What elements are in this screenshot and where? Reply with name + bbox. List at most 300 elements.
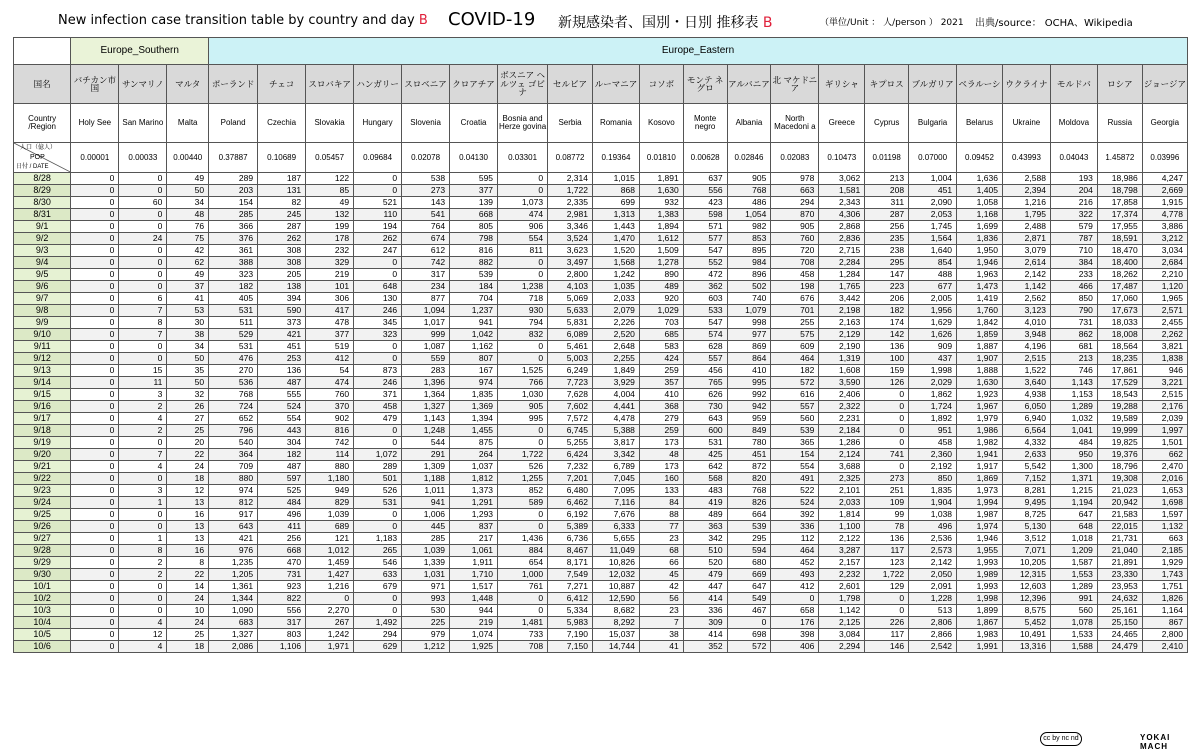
value-cell: 654 [498,557,548,569]
value-cell: 2,255 [592,353,639,365]
value-cell: 520 [683,557,727,569]
value-cell: 2,163 [819,317,865,329]
value-cell: 2,868 [819,221,865,233]
value-cell: 946 [1142,365,1187,377]
value-cell: 849 [727,425,771,437]
value-cell: 1,405 [957,185,1003,197]
value-cell: 136 [865,533,909,545]
value-cell: 1,991 [957,641,1003,653]
country-jp-cell: チェコ [258,65,306,104]
value-cell: 131 [258,185,306,197]
value-cell: 13 [167,521,209,533]
value-cell: 1,520 [592,245,639,257]
value-cell: 2,573 [909,545,957,557]
table-row [14,413,1188,425]
population-cell: 0.07000 [909,143,957,173]
value-cell: 1,006 [402,509,450,521]
value-cell: 1,443 [592,221,639,233]
value-cell: 285 [209,209,258,221]
value-cell: 0 [71,317,119,329]
value-cell: 5,389 [548,521,593,533]
country-jp-cell: ギリシャ [819,65,865,104]
population-cell: 0.00440 [167,143,209,173]
value-cell: 193 [1050,173,1097,185]
date-cell: 9/22 [14,473,71,485]
value-cell: 194 [354,221,402,233]
value-cell: 198 [771,281,819,293]
value-cell: 25,150 [1097,617,1142,629]
population-cell: 0.02078 [402,143,450,173]
value-cell: 491 [771,473,819,485]
value-cell: 2,142 [1002,269,1050,281]
value-cell: 1,894 [639,221,683,233]
value-cell: 3,342 [592,449,639,461]
value-cell: 2,176 [1142,401,1187,413]
value-cell: 571 [683,221,727,233]
value-cell: 23 [639,605,683,617]
value-cell: 1,361 [209,581,258,593]
value-cell: 130 [354,293,402,305]
value-cell: 117 [865,629,909,641]
value-cell: 0 [865,401,909,413]
value-cell: 917 [209,509,258,521]
value-cell: 0 [119,473,167,485]
value-cell: 1,899 [957,605,1003,617]
value-cell: 77 [639,521,683,533]
value-cell: 199 [306,221,354,233]
value-cell: 143 [402,197,450,209]
value-cell: 219 [450,617,498,629]
value-cell: 323 [354,329,402,341]
value-cell: 256 [258,533,306,545]
value-cell: 411 [258,521,306,533]
value-cell: 484 [258,497,306,509]
date-cell: 9/19 [14,437,71,449]
value-cell: 995 [498,413,548,425]
value-cell: 417 [306,305,354,317]
value-cell: 159 [865,365,909,377]
value-cell: 289 [354,461,402,473]
value-cell: 1,946 [957,257,1003,269]
date-cell: 9/11 [14,341,71,353]
value-cell: 2,325 [819,473,865,485]
value-cell: 853 [727,233,771,245]
value-cell: 5,255 [548,437,593,449]
value-cell: 7 [639,617,683,629]
value-cell: 760 [306,389,354,401]
value-cell: 974 [209,485,258,497]
table-row [14,233,1188,245]
value-cell: 733 [498,629,548,641]
value-cell: 173 [639,461,683,473]
value-cell: 7,152 [1002,473,1050,485]
value-cell: 478 [306,317,354,329]
value-cell: 17,060 [1097,293,1142,305]
country-en-label: Country /Region [14,104,71,143]
value-cell: 1,722 [865,569,909,581]
value-cell: 18 [167,473,209,485]
value-cell: 304 [258,437,306,449]
value-cell: 521 [354,197,402,209]
date-cell: 10/5 [14,629,71,641]
value-cell: 0 [119,509,167,521]
country-jp-cell: モルドバ [1050,65,1097,104]
value-cell: 3,221 [1142,377,1187,389]
value-cell: 905 [727,173,771,185]
value-cell: 594 [727,545,771,557]
value-cell: 807 [450,353,498,365]
title-english-text: New infection case transition table by country and day [58,13,415,28]
value-cell: 18,564 [1097,341,1142,353]
value-cell: 445 [402,521,450,533]
value-cell: 0 [354,173,402,185]
value-cell: 6,564 [1002,425,1050,437]
value-cell: 75 [167,233,209,245]
value-cell: 0 [771,593,819,605]
value-cell: 4,778 [1142,209,1187,221]
table-row [14,377,1188,389]
country-en-cell: Poland [209,104,258,143]
value-cell: 49 [167,173,209,185]
value-cell: 820 [727,473,771,485]
value-cell: 530 [402,605,450,617]
value-cell: 62 [167,257,209,269]
value-cell: 246 [354,305,402,317]
value-cell: 464 [771,353,819,365]
value-cell: 1,525 [498,365,548,377]
value-cell: 1,745 [909,221,957,233]
table-row [14,485,1188,497]
value-cell: 273 [865,473,909,485]
value-cell: 18,986 [1097,173,1142,185]
value-cell: 1,459 [306,557,354,569]
title-japanese [558,12,773,32]
value-cell: 2,185 [1142,545,1187,557]
value-cell: 0 [71,305,119,317]
value-cell: 419 [683,497,727,509]
value-cell: 12,396 [1002,593,1050,605]
value-cell: 234 [402,281,450,293]
value-cell: 0 [498,173,548,185]
value-cell: 5,542 [1002,461,1050,473]
value-cell: 633 [354,569,402,581]
value-cell: 2,016 [1142,473,1187,485]
value-cell: 976 [209,545,258,557]
value-cell: 1,143 [1050,377,1097,389]
value-cell: 13 [167,533,209,545]
value-cell: 501 [354,473,402,485]
value-cell: 1,925 [450,641,498,653]
value-cell: 0 [354,257,402,269]
value-cell: 443 [258,425,306,437]
value-cell: 998 [727,317,771,329]
value-cell: 486 [727,197,771,209]
value-cell: 0 [71,521,119,533]
value-cell: 2,086 [209,641,258,653]
value-cell: 18,262 [1097,269,1142,281]
value-cell: 1,630 [957,377,1003,389]
value-cell: 377 [306,329,354,341]
value-cell: 8 [167,557,209,569]
table-row [14,185,1188,197]
value-cell: 531 [354,497,402,509]
value-cell: 289 [209,173,258,185]
value-cell: 50 [167,377,209,389]
value-cell: 0 [354,593,402,605]
table-row [14,437,1188,449]
value-cell: 0 [498,509,548,521]
value-cell: 1,842 [957,317,1003,329]
value-cell: 629 [354,641,402,653]
value-cell: 357 [639,377,683,389]
value-cell: 1,835 [909,485,957,497]
value-cell: 718 [498,293,548,305]
value-cell: 487 [258,377,306,389]
value-cell: 1,278 [639,257,683,269]
value-cell: 1,568 [592,257,639,269]
table-row [14,545,1188,557]
value-cell: 287 [865,209,909,221]
value-cell: 544 [402,437,450,449]
value-cell: 2 [119,557,167,569]
value-cell: 0 [498,353,548,365]
value-cell: 681 [1050,341,1097,353]
table-row [14,341,1188,353]
value-cell: 1,029 [639,305,683,317]
value-cell: 529 [209,329,258,341]
population-cell: 0.01198 [865,143,909,173]
country-en-cell: Ukraine [1002,104,1050,143]
table-row [14,521,1188,533]
value-cell: 554 [258,413,306,425]
country-jp-cell: ポーランド [209,65,258,104]
value-cell: 574 [683,329,727,341]
value-cell: 6,089 [548,329,593,341]
value-cell: 1,979 [957,413,1003,425]
value-cell: 253 [258,353,306,365]
value-cell: 16 [167,545,209,557]
value-cell: 336 [683,605,727,617]
value-cell: 780 [727,437,771,449]
title-unit [820,15,964,28]
date-cell: 8/29 [14,185,71,197]
date-cell: 9/8 [14,305,71,317]
value-cell: 510 [683,545,727,557]
value-cell: 6,940 [1002,413,1050,425]
value-cell: 0 [498,437,548,449]
value-cell: 1,164 [1142,605,1187,617]
value-cell: 424 [639,353,683,365]
value-cell: 539 [771,425,819,437]
value-cell: 363 [683,521,727,533]
value-cell: 84 [639,497,683,509]
country-jp-cell: ロシア [1097,65,1142,104]
value-cell: 1,998 [909,365,957,377]
value-cell: 0 [354,353,402,365]
value-cell: 1,812 [450,473,498,485]
value-cell: 0 [119,173,167,185]
value-cell: 942 [727,401,771,413]
value-cell: 0 [119,209,167,221]
value-cell: 1,887 [957,341,1003,353]
value-cell: 628 [683,341,727,353]
table-row [14,497,1188,509]
value-cell: 0 [119,581,167,593]
value-cell: 4,332 [1002,437,1050,449]
value-cell: 909 [909,341,957,353]
value-cell: 270 [209,365,258,377]
value-cell: 0 [71,281,119,293]
table-row [14,389,1188,401]
value-cell: 13 [167,497,209,509]
value-cell: 1,394 [450,413,498,425]
value-cell: 557 [683,353,727,365]
value-cell: 0 [119,281,167,293]
value-cell: 13,316 [1002,641,1050,653]
value-cell: 18,008 [1097,329,1142,341]
value-cell: 7,723 [548,377,593,389]
date-cell: 9/4 [14,257,71,269]
value-cell: 2,157 [819,557,865,569]
value-cell: 1,012 [306,545,354,557]
value-cell: 0 [71,629,119,641]
value-cell: 392 [771,509,819,521]
value-cell: 1,209 [1050,545,1097,557]
value-cell: 1,588 [1050,641,1097,653]
value-cell: 6,480 [548,485,593,497]
value-cell: 41 [639,641,683,653]
value-cell: 3 [119,389,167,401]
value-cell: 1,986 [957,425,1003,437]
value-cell: 4,441 [592,401,639,413]
value-cell: 1,087 [402,341,450,353]
value-cell: 16 [167,509,209,521]
value-cell: 12,032 [592,569,639,581]
population-cell: 1.45872 [1097,143,1142,173]
value-cell: 182 [258,449,306,461]
value-cell: 2,190 [819,341,865,353]
value-cell: 1,929 [1142,557,1187,569]
value-cell: 1,339 [402,557,450,569]
value-cell: 0 [71,581,119,593]
value-cell: 1,132 [1142,521,1187,533]
value-cell: 979 [402,629,450,641]
value-cell: 1,946 [957,533,1003,545]
value-cell: 1,630 [639,185,683,197]
value-cell: 0 [354,437,402,449]
value-cell: 219 [306,269,354,281]
value-cell: 1,710 [450,569,498,581]
region-eastern: Europe_Eastern [209,38,1188,65]
value-cell: 48 [167,209,209,221]
value-cell: 805 [450,221,498,233]
value-cell: 1,862 [909,389,957,401]
value-cell: 1,054 [727,209,771,221]
value-cell: 1,967 [957,401,1003,413]
value-cell: 7,549 [548,569,593,581]
country-jp-cell: モンテ ネグロ [683,65,727,104]
table-row [14,473,1188,485]
country-jp-cell: ジョージア [1142,65,1187,104]
value-cell: 117 [865,545,909,557]
value-cell: 24 [167,617,209,629]
value-cell: 17,374 [1097,209,1142,221]
value-cell: 394 [258,293,306,305]
country-jp-cell: コソボ [639,65,683,104]
value-cell: 251 [865,485,909,497]
value-cell: 3,346 [548,221,593,233]
value-cell: 205 [258,269,306,281]
value-cell: 1,859 [957,329,1003,341]
value-cell: 536 [209,377,258,389]
value-cell: 496 [258,509,306,521]
value-cell: 147 [865,269,909,281]
value-cell: 1,194 [1050,497,1097,509]
value-cell: 0 [71,413,119,425]
value-cell: 2,562 [1002,293,1050,305]
value-cell: 1,473 [957,281,1003,293]
value-cell: 1,255 [498,473,548,485]
value-cell: 2,226 [592,317,639,329]
value-cell: 982 [727,221,771,233]
value-cell: 1,982 [957,437,1003,449]
value-cell: 552 [683,257,727,269]
value-cell: 1,836 [957,233,1003,245]
value-cell: 18,400 [1097,257,1142,269]
value-cell: 685 [639,329,683,341]
value-cell: 701 [771,305,819,317]
value-cell: 1,289 [1050,581,1097,593]
value-cell: 575 [771,329,819,341]
value-cell: 14 [167,581,209,593]
table-row [14,617,1188,629]
value-cell: 978 [771,173,819,185]
value-cell: 2 [119,425,167,437]
table-row [14,533,1188,545]
value-cell: 2,124 [819,449,865,461]
value-cell: 984 [727,257,771,269]
value-cell: 1,608 [819,365,865,377]
country-en-row [14,104,1188,143]
date-cell: 9/18 [14,425,71,437]
value-cell: 2,410 [1142,641,1187,653]
value-cell: 109 [865,497,909,509]
value-cell: 317 [258,617,306,629]
value-cell: 2,284 [819,257,865,269]
value-cell: 3,062 [819,173,865,185]
value-cell: 4,196 [1002,341,1050,353]
value-cell: 1,907 [957,353,1003,365]
value-cell: 7 [119,329,167,341]
value-cell: 24,465 [1097,629,1142,641]
value-cell: 0 [71,605,119,617]
value-cell: 0 [119,257,167,269]
value-cell: 1,448 [450,593,498,605]
country-en-cell: Greece [819,104,865,143]
value-cell: 345 [354,317,402,329]
value-cell: 3,079 [1002,245,1050,257]
value-cell: 1,427 [306,569,354,581]
value-cell: 531 [683,437,727,449]
value-cell: 362 [683,281,727,293]
value-cell: 1,142 [819,605,865,617]
value-cell: 1 [119,533,167,545]
value-cell: 489 [639,281,683,293]
value-cell: 2,536 [909,533,957,545]
value-cell: 24 [119,233,167,245]
value-cell: 6,424 [548,449,593,461]
value-cell: 182 [865,305,909,317]
